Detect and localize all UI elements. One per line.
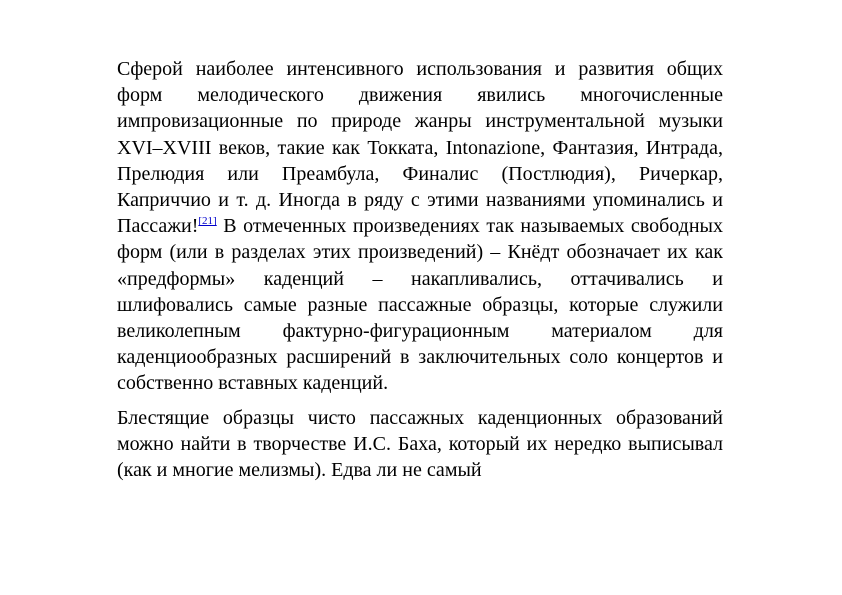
paragraph-1-text-after-footnote: В отмеченных произведениях так называемых свободных форм (или в разделах этих произведений) – Кнёдт обозначает их как «предформы» каденций – накапливались, оттачивались и шлифовались самые разные пассажные образцы, которые служили великолепным фактурно-фигурационным материалом для каденциообразных расширений в заключительных соло концертов и собственно вставных каденций. <box>117 215 723 395</box>
paragraph-1-text-before-footnote: Сферой наиболее интенсивного использования и развития общих форм мелодического движения явились многочисленные импровизационные по природе жанры инструментальной музыки XVI–XVIII веков, такие как Токката, Intonazione, Фантазия, Интрада, Прелюдия или Преамбула, Финалис (Постлюдия), Ричеркар, Каприччио и т. д. Иногда в ряду с этими названиями упоминались и Пассажи! <box>117 58 723 238</box>
paragraph-2: Блестящие образцы чисто пассажных каденционных образований можно найти в творчестве И.С. Баха, который их нередко выписывал (как и многие мелизмы). Едва ли не самый <box>117 406 723 482</box>
document-page <box>117 56 723 483</box>
paragraph-1 <box>117 56 723 397</box>
footnote-link-21[interactable]: [21] <box>198 215 217 228</box>
